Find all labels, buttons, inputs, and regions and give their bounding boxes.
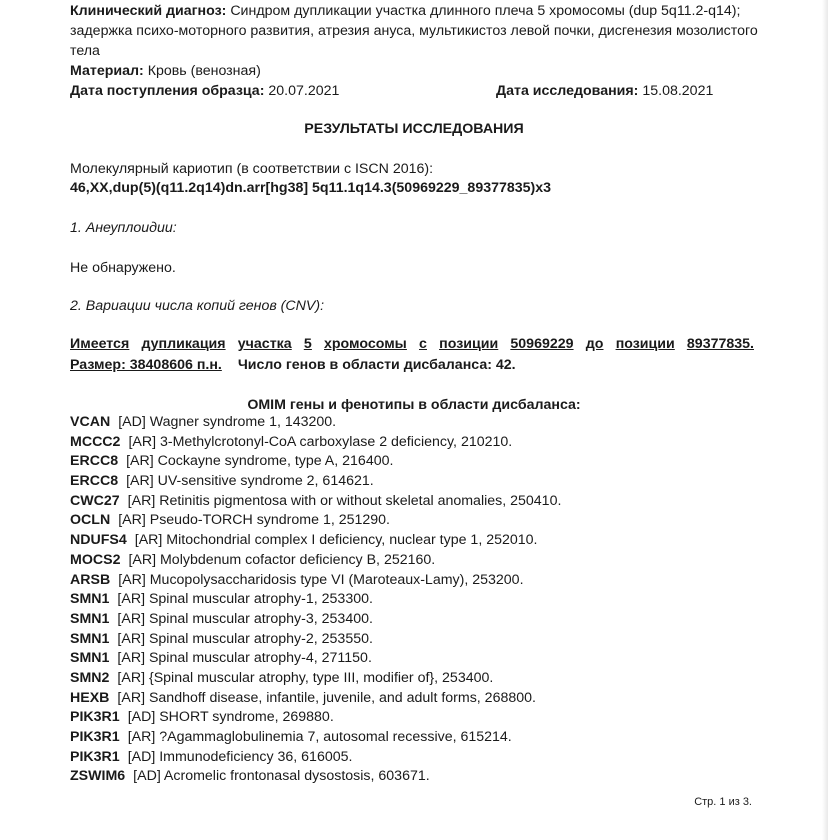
clinical-diagnosis [70, 1, 760, 61]
gene-row [70, 630, 561, 650]
material-label: Материал: [70, 63, 144, 79]
gene-symbol: PIK3R1 [70, 709, 120, 726]
gene-phenotype: [AR] Pseudo-TORCH syndrome 1, 251290. [118, 512, 390, 529]
received-value: 20.07.2021 [268, 83, 340, 99]
gene-symbol: PIK3R1 [70, 748, 120, 765]
gene-phenotype: [AR] Spinal muscular atrophy-3, 253400. [117, 610, 373, 627]
gene-symbol: ZSWIM6 [70, 768, 126, 785]
page-number: Стр. 1 из 3. [694, 796, 752, 808]
gene-row [70, 531, 561, 551]
gene-symbol: PIK3R1 [70, 729, 120, 745]
cnv-word: позиции [615, 336, 675, 352]
gene-symbol: SMN1 [70, 591, 110, 608]
gene-symbol: ARSB [70, 571, 111, 588]
cnv-word: Имеется [70, 336, 130, 352]
gene-symbol: HEXB [70, 689, 110, 706]
results-title: РЕЗУЛЬТАТЫ ИССЛЕДОВАНИЯ [304, 121, 524, 137]
material-value: Кровь (венозная) [147, 63, 261, 79]
gene-row [70, 767, 561, 787]
diagnosis-text: Синдром дупликации участка длинного плеча 5 хромосомы (dup 5q11.2-q14); задержка психо-моторного развития, атрезия ануса, мультикистоз левой почки, дисгенезия мозолистого тела [70, 3, 758, 59]
gene-row [70, 610, 561, 630]
gene-phenotype: [AR] 3-Methylcrotonyl-CoA carboxylase 2 deficiency, 210210. [128, 433, 513, 450]
gene-phenotype: [AD] Wagner syndrome 1, 143200. [118, 414, 337, 430]
gene-symbol: MCCC2 [70, 433, 121, 450]
gene-phenotype: [AD] Immunodeficiency 36, 616005. [127, 748, 353, 765]
cnv-gene-count: Число генов в области дисбаланса: 42. [237, 357, 516, 373]
cnv-word: 5 [303, 336, 312, 352]
gene-row [70, 511, 561, 531]
aneuploidy-heading: 1. Анеуплоидии: [70, 220, 177, 236]
gene-symbol: VCAN [70, 414, 111, 430]
gene-row [70, 649, 561, 669]
received-date-row [70, 81, 339, 101]
gene-phenotype: [AR] Spinal muscular atrophy-4, 271150. [117, 650, 372, 667]
gene-symbol: ERCC8 [70, 453, 119, 470]
gene-row [70, 452, 561, 472]
gene-row [70, 728, 561, 748]
material-row [70, 61, 261, 81]
cnv-word: 89377835. [686, 336, 754, 352]
gene-symbol: CWC27 [70, 492, 120, 509]
cnv-summary-row [70, 355, 516, 375]
cnv-heading: 2. Вариации числа копий генов (CNV): [70, 298, 325, 314]
cnv-word: участка [237, 336, 292, 352]
study-date-row [496, 81, 713, 101]
cnv-description-line [70, 334, 754, 354]
gene-row [70, 472, 561, 492]
gene-phenotype: [AR] Spinal muscular atrophy-1, 253300. [117, 591, 373, 608]
cnv-size: Размер: 38408606 п.н. [70, 357, 222, 373]
study-value: 15.08.2021 [642, 83, 714, 99]
gene-row [70, 492, 561, 512]
gene-phenotype: [AR] {Spinal muscular atrophy, type III, modifier of}, 253400. [117, 669, 494, 686]
gene-phenotype: [AR] Mitochondrial complex I deficiency, nuclear type 1, 252010. [134, 532, 538, 549]
gene-symbol: NDUFS4 [70, 532, 127, 549]
diagnosis-label: Клинический диагноз: [70, 3, 227, 19]
gene-row [70, 669, 561, 689]
cnv-word: хромосомы [324, 336, 407, 352]
cnv-word: позиции [439, 336, 499, 352]
omim-gene-list [70, 413, 561, 787]
aneuploidy-result: Не обнаружено. [70, 260, 176, 276]
gene-phenotype: [AR] ?Agammaglobulinemia 7, autosomal recessive, 615214. [127, 729, 512, 745]
karyotype-label: Молекулярный кариотип (в соответствии с ISCN 2016): [70, 161, 434, 177]
cnv-word: 50969229 [510, 336, 574, 352]
cnv-word: дупликация [141, 336, 226, 352]
cnv-word: до [585, 336, 604, 352]
received-label: Дата поступления образца: [70, 83, 265, 99]
gene-phenotype: [AR] Molybdenum cofactor deficiency B, 252160. [128, 551, 436, 568]
gene-phenotype: [AD] Acromelic frontonasal dysostosis, 603671. [133, 768, 430, 785]
gene-phenotype: [AD] SHORT syndrome, 269880. [127, 709, 334, 726]
page-edge-shadow [822, 0, 828, 840]
omim-heading: OMIM гены и фенотипы в области дисбаланса: [247, 397, 581, 413]
gene-phenotype: [AR] Retinitis pigmentosa with or without skeletal anomalies, 250410. [127, 492, 562, 509]
study-label: Дата исследования: [496, 83, 639, 99]
gene-phenotype: [AR] Spinal muscular atrophy-2, 253550. [117, 630, 373, 647]
gene-symbol: SMN1 [70, 650, 110, 667]
gene-symbol: MOCS2 [70, 551, 121, 568]
gene-symbol: SMN1 [70, 610, 110, 627]
karyotype-value: 46,XX,dup(5)(q11.2q14)dn.arr[hg38] 5q11.1q14.3(50969229_89377835)x3 [70, 180, 552, 196]
gene-phenotype: [AR] Cockayne syndrome, type A, 216400. [126, 453, 394, 470]
gene-row [70, 413, 561, 433]
gene-symbol: SMN1 [70, 630, 110, 647]
gene-symbol: OCLN [70, 512, 111, 529]
gene-row [70, 551, 561, 571]
gene-row [70, 689, 561, 709]
gene-row [70, 708, 561, 728]
gene-row [70, 571, 561, 591]
gene-phenotype: [AR] Mucopolysaccharidosis type VI (Maroteaux-Lamy), 253200. [118, 571, 524, 588]
gene-row [70, 590, 561, 610]
gene-phenotype: [AR] Sandhoff disease, infantile, juvenile, and adult forms, 268800. [117, 689, 536, 706]
cnv-word: с [419, 336, 427, 352]
gene-symbol: SMN2 [70, 669, 110, 686]
gene-symbol: ERCC8 [70, 473, 119, 490]
gene-row [70, 433, 561, 453]
gene-phenotype: [AR] UV-sensitive syndrome 2, 614621. [126, 473, 374, 490]
gene-row [70, 748, 561, 768]
